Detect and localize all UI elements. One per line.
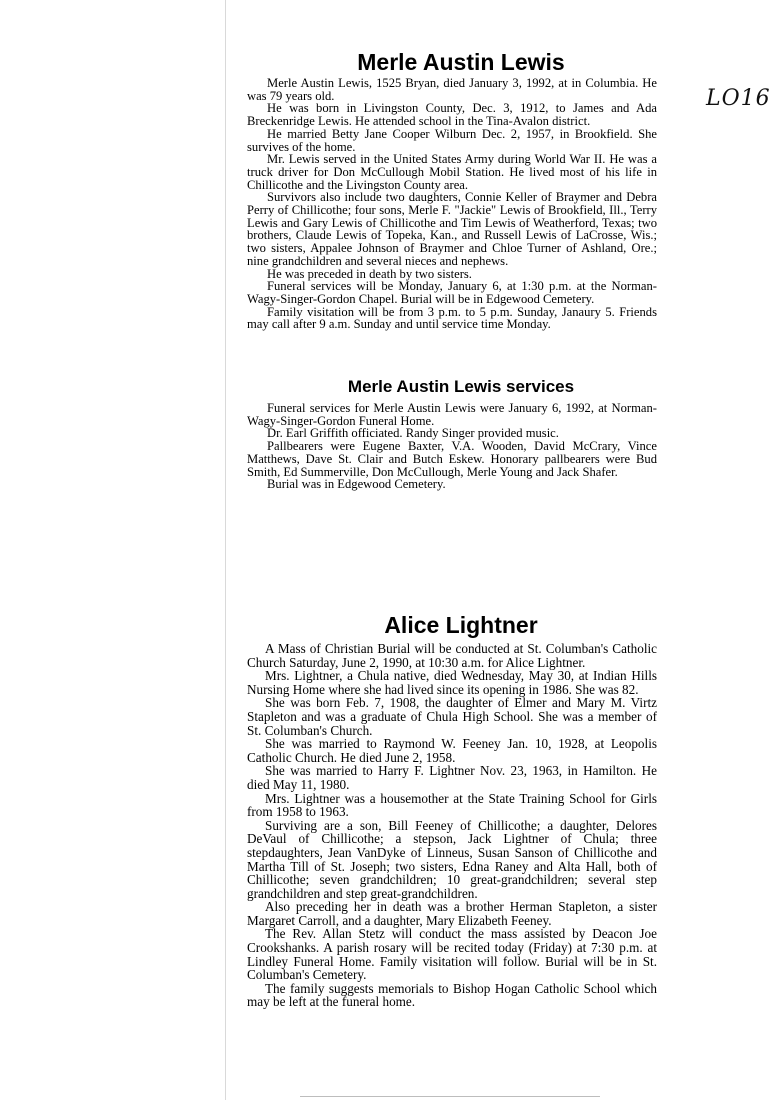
obituary-paragraph: The family suggests memorials to Bishop Hogan Catholic School which may be left at the funeral home. [247, 980, 657, 1010]
handwritten-reference-code: LO16 [706, 86, 771, 111]
obituary-paragraph: Mrs. Lightner was a housemother at the State Training School for Girls from 1958 to 1963. [247, 790, 657, 820]
obituary-paragraph: He was preceded in death by two sisters. [267, 266, 472, 281]
obituary-paragraph: Family visitation will be from 3 p.m. to 5 p.m. Sunday, Janaury 5. Friends may call after 9 a.m. Sunday and until service time Monday. [247, 304, 657, 332]
obituary-paragraph: Pallbearers were Eugene Baxter, V.A. Wooden, David McCrary, Vince Matthews, Dave St. Clair and Butch Eskew. Honorary pallbearers were Bud Smith, Ed Summerville, Don McCullough, Merle Young and Jack Shafer. [247, 439, 657, 479]
obituary-title-merle-lewis-services: Merle Austin Lewis services [347, 377, 575, 396]
obituary-paragraph: He married Betty Jane Cooper Wilburn Dec. 2, 1957, in Brookfield. She survives of the home. [247, 126, 657, 154]
obituary-paragraph: The Rev. Allan Stetz will conduct the mass assisted by Deacon Joe Crookshanks. A parish rosary will be recited today (Friday) at 7:30 p.m. at Lindley Funeral Home. Family visitation will follow. Burial will be in St. Columban's Cemetery. [247, 926, 657, 983]
obituary-paragraph: Funeral services for Merle Austin Lewis were January 6, 1992, at Norman-Wagy-Singer-Gordon Funeral Home. [247, 401, 657, 428]
obituary-paragraph: A Mass of Christian Burial will be conducted at St. Columban's Catholic Church Saturday, June 2, 1990, at 10:30 a.m. for Alice Lightner. [247, 641, 657, 670]
obituary-paragraph: Merle Austin Lewis, 1525 Bryan, died January 3, 1992, at in Columbia. He was 79 years old. [247, 76, 657, 103]
obituary-paragraph: She was married to Raymond W. Feeney Jan. 10, 1928, at Leopolis Catholic Church. He died June 2, 1958. [247, 736, 657, 765]
obituary-body-merle-lewis [247, 77, 657, 331]
obituary-paragraph: She was born Feb. 7, 1908, the daughter of Elmer and Mary M. Virtz Stapleton and was a graduate of Chula High School. She was a member of St. Columban's Church. [247, 695, 657, 738]
obituary-paragraph: He was born in Livingston County, Dec. 3, 1912, to James and Ada Breckenridge Lewis. He attended school in the Tina-Avalon district. [247, 101, 657, 129]
obituary-body-merle-lewis-services [247, 402, 657, 491]
obituary-paragraph: Mrs. Lightner, a Chula native, died Wednesday, May 30, at Indian Hills Nursing Home where she had lived since its opening in 1986. She was 82. [247, 668, 657, 697]
obituary-body-alice-lightner [247, 642, 657, 1009]
obituary-title-alice-lightner: Alice Lightner [384, 612, 538, 638]
obituary-paragraph: Surviving are a son, Bill Feeney of Chillicothe; a daughter, Delores DeVaul of Chillicothe; a stepson, Jack Lightner of Chula; three stepdaughters, Jean VanDyke of Linneus, Susan Sanson of Chillicothe and Martha Till of St. Joseph; two sisters, Edna Raney and Alta Hall, both of Chillicothe; seven grandchildren; 10 great-grandchildren; several step grandchildren and step great-grandchildren. [247, 817, 657, 901]
obituary-paragraph: Dr. Earl Griffith officiated. Randy Singer provided music. [267, 426, 559, 441]
obituary-paragraph: Mr. Lewis served in the United States Army during World War II. He was a truck driver for Don McCullough Mobil Station. He lived most of his life in Chillicothe and the Livingston County area. [247, 152, 657, 192]
obituary-paragraph: Also preceding her in death was a brother Herman Stapleton, a sister Margaret Carroll, and a daughter, Mary Elizabeth Feeney. [247, 899, 657, 928]
scan-bottom-line [300, 1096, 600, 1097]
obituary-paragraph: Survivors also include two daughters, Connie Keller of Braymer and Debra Perry of Chillicothe; four sons, Merle F. "Jackie" Lewis of Brookfield, Ill., Terry Lewis and Gary Lewis of Chillicothe and Tim Lewis of Weatherford, Texas; two brothers, Claude Lewis of Topeka, Kan., and Russell Lewis of LaCrosse, Wis.; two sisters, Appalee Johnson of Braymer and Chloe Turner of Ashland, Ore.; nine grandchildren and several nieces and nephews. [247, 190, 657, 268]
obituary-paragraph: She was married to Harry F. Lightner Nov. 23, 1963, in Hamilton. He died May 11, 1980. [247, 763, 657, 792]
obituary-title-merle-lewis: Merle Austin Lewis [357, 49, 565, 75]
obituary-paragraph: Burial was in Edgewood Cemetery. [267, 477, 446, 492]
page-edge-line [225, 0, 226, 1100]
obituary-paragraph: Funeral services will be Monday, January 6, at 1:30 p.m. at the Norman-Wagy-Singer-Gordon Chapel. Burial will be in Edgewood Cemetery. [247, 279, 657, 306]
